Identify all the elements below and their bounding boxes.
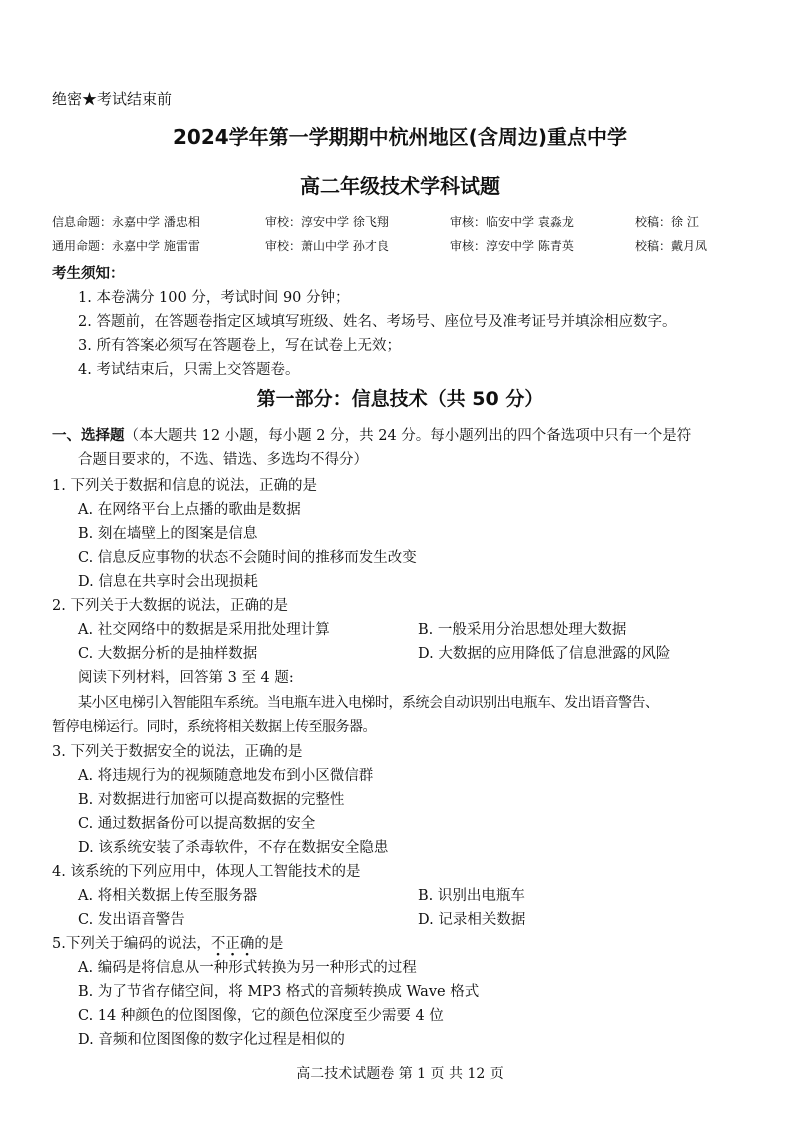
question-stem-1: 1. 下列关于数据和信息的说法，正确的是 bbox=[52, 478, 317, 494]
q5-option-b: B. 为了节省存储空间，将 MP3 格式的音频转换成 Wave 格式 bbox=[78, 984, 480, 1000]
q3-option-b: B. 对数据进行加密可以提高数据的完整性 bbox=[78, 792, 345, 808]
q2-option-b: B. 一般采用分治思想处理大数据 bbox=[418, 622, 627, 638]
notice-item: 1. 本卷满分 100 分，考试时间 90 分钟； bbox=[78, 290, 350, 306]
notice-item: 2. 答题前，在答题卷指定区域填写班级、姓名、考场号、座位号及准考证号并填涂相应数字。 bbox=[78, 314, 677, 330]
question-stem-2: 2. 下列关于大数据的说法，正确的是 bbox=[52, 598, 288, 614]
q5-option-a: A. 编码是将信息从一种形式转换为另一种形式的过程 bbox=[78, 960, 417, 976]
q5-stem-emphasis bbox=[211, 936, 255, 952]
q1-option-c: C. 信息反应事物的状态不会随时间的推移而发生改变 bbox=[78, 550, 417, 566]
q3-option-d: D. 该系统安装了杀毒软件，不存在数据安全隐患 bbox=[78, 840, 389, 856]
credit-info-author: 信息命题：永嘉中学 潘忠相 bbox=[52, 215, 200, 229]
q5-stem-pre: 5.下列关于编码的说法， bbox=[52, 936, 211, 952]
q4-option-c: C. 发出语音警告 bbox=[78, 912, 185, 928]
emphasis-char: 确 bbox=[239, 936, 255, 952]
part-title: 第一部分：信息技术（共 50 分） bbox=[256, 388, 544, 410]
material-text-cont: 暂停电梯运行。同时，系统将相关数据上传至服务器。 bbox=[52, 719, 376, 735]
notice-heading: 考生须知： bbox=[52, 266, 125, 282]
exam-subtitle: 高二年级技术学科试题 bbox=[300, 174, 500, 198]
credit-info-proof: 校稿：徐 江 bbox=[635, 215, 699, 229]
confidential-mark: 绝密★考试结束前 bbox=[52, 90, 173, 108]
credit-info-review: 审校：淳安中学 徐飞翔 bbox=[265, 215, 389, 229]
credit-general-author: 通用命题：永嘉中学 施雷雷 bbox=[52, 239, 200, 253]
q3-option-a: A. 将违规行为的视频随意地发布到小区微信群 bbox=[78, 768, 374, 784]
section-desc: （本大题共 12 小题，每小题 2 分，共 24 分。每小题列出的四个备选项中只有一个是符 bbox=[124, 428, 692, 444]
q4-option-a: A. 将相关数据上传至服务器 bbox=[78, 888, 258, 904]
q2-option-c: C. 大数据分析的是抽样数据 bbox=[78, 646, 258, 662]
q4-option-b: B. 识别出电瓶车 bbox=[418, 888, 525, 904]
exam-title: 2024学年第一学期期中杭州地区(含周边)重点中学 bbox=[173, 125, 627, 149]
emphasis-char: 不 bbox=[210, 936, 226, 952]
credit-general-proof: 校稿：戴月凤 bbox=[635, 239, 708, 253]
section-desc-cont: 合题目要求的，不选、错选、多选均不得分） bbox=[78, 452, 368, 468]
q1-option-a: A. 在网络平台上点播的歌曲是数据 bbox=[78, 502, 301, 518]
q4-option-d: D. 记录相关数据 bbox=[418, 912, 526, 928]
emphasis-char: 正 bbox=[225, 936, 240, 952]
q1-option-b: B. 刻在墙壁上的图案是信息 bbox=[78, 526, 258, 542]
notice-item: 3. 所有答案必须写在答题卷上，写在试卷上无效； bbox=[78, 338, 401, 354]
credit-info-audit: 审核：临安中学 袁淼龙 bbox=[450, 215, 574, 229]
credit-general-audit: 审核：淳安中学 陈青英 bbox=[450, 239, 574, 253]
question-stem-4: 4. 该系统的下列应用中，体现人工智能技术的是 bbox=[52, 864, 361, 880]
section-label: 一、选择题 bbox=[52, 428, 125, 444]
q5-option-d: D. 音频和位图图像的数字化过程是相似的 bbox=[78, 1032, 345, 1048]
q3-option-c: C. 通过数据备份可以提高数据的安全 bbox=[78, 816, 316, 832]
q2-option-d: D. 大数据的应用降低了信息泄露的风险 bbox=[418, 646, 671, 662]
q5-stem-post: 的是 bbox=[254, 936, 284, 952]
page-footer: 高二技术试题卷 第 1 页 共 12 页 bbox=[296, 1066, 504, 1082]
q5-option-c: C. 14 种颜色的位图图像，它的颜色位深度至少需要 4 位 bbox=[78, 1008, 444, 1024]
material-intro: 阅读下列材料，回答第 3 至 4 题: bbox=[78, 670, 294, 686]
question-stem-5 bbox=[52, 932, 283, 953]
section-heading bbox=[52, 424, 691, 445]
material-text: 某小区电梯引入智能阻车系统。当电瓶车进入电梯时，系统会自动识别出电瓶车、发出语音警告、 bbox=[78, 695, 659, 711]
question-stem-3: 3. 下列关于数据安全的说法，正确的是 bbox=[52, 744, 303, 760]
notice-item: 4. 考试结束后，只需上交答题卷。 bbox=[78, 362, 300, 378]
q1-option-d: D. 信息在共享时会出现损耗 bbox=[78, 574, 258, 590]
q2-option-a: A. 社交网络中的数据是采用批处理计算 bbox=[78, 622, 330, 638]
credit-general-review: 审校：萧山中学 孙才良 bbox=[265, 239, 389, 253]
